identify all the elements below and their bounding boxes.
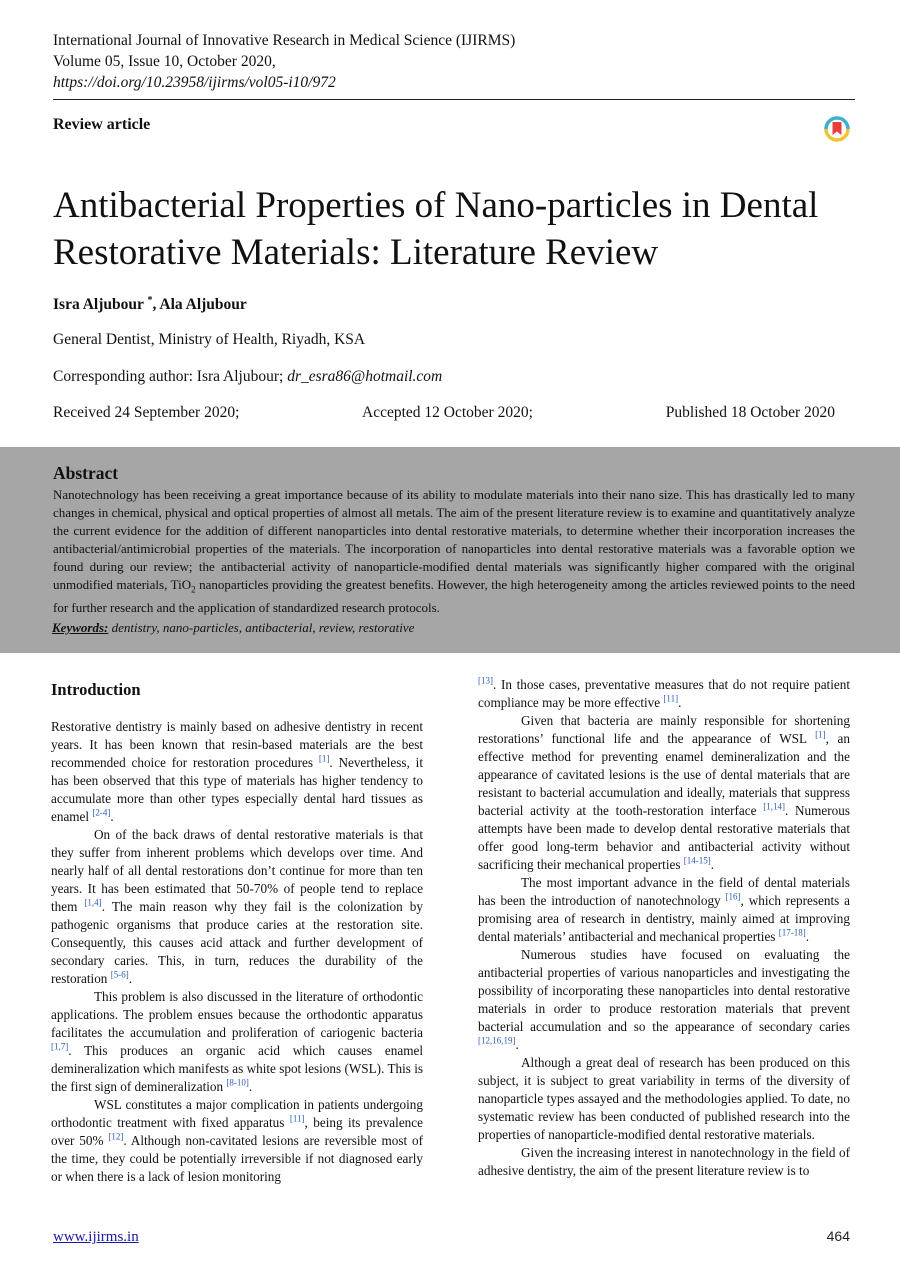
corresponding-label: Corresponding author: Isra Aljubour; <box>53 368 288 385</box>
paragraph-text: Restorative dentistry is mainly based on adhesive dentistry in recent years. It has been known that resin-based materials are the best recommended choice for restoration procedures <box>51 719 423 770</box>
body-paragraph <box>478 712 850 874</box>
citation-reference[interactable]: [13] <box>478 675 493 686</box>
paragraph-text: . This produces an organic acid which causes enamel demineralization which manifests as white spot lesions (WSL). This is the first sign of demineralization <box>51 1043 423 1094</box>
introduction-heading: Introduction <box>51 680 141 699</box>
body-column-left <box>51 680 423 1186</box>
paragraph-text: On of the back draws of dental restorative materials is that they suffer from inherent problems which develops over time. And nearly half of all dental restorations don’t continue for more than ten years. It has been estimated that 50-70% of people tend to replace them <box>51 827 423 914</box>
journal-volume-issue: Volume 05, Issue 10, October 2020, <box>53 53 276 70</box>
abstract-body <box>53 486 855 617</box>
paragraph-text: The most important advance in the field of dental materials has been the introduction of nanotechnology <box>478 875 850 908</box>
paragraph-text: . <box>128 971 132 986</box>
paragraph-text: Given that bacteria are mainly responsible for shortening restorations’ functional life and the appearance of WSL <box>478 713 850 746</box>
affiliation: General Dentist, Ministry of Health, Riyadh, KSA <box>53 331 366 348</box>
journal-website-link[interactable]: www.ijirms.in <box>53 1229 139 1245</box>
journal-header <box>53 30 855 93</box>
citation-reference[interactable]: [8-10] <box>226 1077 249 1088</box>
header-divider <box>53 99 855 100</box>
citation-reference[interactable]: [11] <box>289 1113 305 1124</box>
paragraph-text: , which represents a promising area of research in dentistry, mainly aimed at improving dental materials’ antibacterial and mechanical properties <box>478 893 850 944</box>
paragraph-text: . <box>248 1079 253 1094</box>
paragraph-text: Numerous studies have focused on evaluating the antibacterial properties of various nanoparticles and investigating the possibility of incorporating these nanoparticles into dental restorative materials in order to produce restoration materials that prevent bacterial accumulation and so the appearance of secondary caries <box>478 947 850 1034</box>
paragraph-text: . In those cases, preventative measures that do not require patient compliance may be more effective <box>478 677 850 710</box>
citation-reference[interactable]: [1] <box>318 753 330 764</box>
paragraph-text: . The main reason why they fail is the colonization by pathogenic organisms that produce caries at the restoration site. Consequently, this causes acid attack and further development of secondary caries. This, in turn, reduces the durability of the restoration <box>51 899 423 986</box>
paragraph-text: . Although non-cavitated lesions are reversible most of the time, they could be potentially irreversible if not diagnosed early or when there is a lack of lesion monitoring <box>51 1133 423 1184</box>
corresponding-marker: * <box>147 295 153 306</box>
paragraph-text: , being its prevalence over 50% <box>51 1115 423 1148</box>
citation-reference[interactable]: [1,14] <box>763 801 785 812</box>
author-name: Ala Aljubour <box>159 296 247 314</box>
body-paragraph <box>51 988 423 1096</box>
paragraph-text: Given the increasing interest in nanotechnology in the field of adhesive dentistry, the aim of the present literature review is to <box>478 1145 850 1178</box>
paragraph-text: . Nevertheless, it has been observed that this type of materials has higher tendency to accumulate more than other types especially dental hard tissues as enamel <box>51 755 423 824</box>
keywords-list: dentistry, nano-particles, antibacterial, review, restorative <box>108 620 415 635</box>
citation-reference[interactable]: [5-6] <box>110 969 129 980</box>
keywords-label: Keywords: <box>52 620 109 635</box>
author-separator: , <box>152 296 160 314</box>
body-column-right <box>478 676 850 1180</box>
abstract-text-part: nanoparticles providing the greatest benefits. However, the high heterogeneity among the articles reviewed points to the need for further research and the application of standardized research protocols. <box>53 577 855 615</box>
paragraph-text: Although a great deal of research has been produced on this subject, it is subject to great variability in terms of the diversity of nanoparticle types assayed and the methodologies applied. To date, no systematic review has been conducted of published research into the properties of nanoparticle-modified dental restorative materials. <box>478 1055 850 1142</box>
accepted-date: Accepted 12 October 2020; <box>362 404 533 421</box>
left-paragraphs <box>51 718 423 1186</box>
journal-name: International Journal of Innovative Research in Medical Science (IJIRMS) <box>53 32 516 49</box>
article-title: Antibacterial Properties of Nano-particles in Dental Restorative Materials: Literature Review <box>53 185 819 273</box>
keywords <box>52 620 414 636</box>
citation-reference[interactable]: [1] <box>815 729 826 740</box>
citation-reference[interactable]: [12,16,19] <box>478 1035 516 1046</box>
page-number: 464 <box>826 1228 850 1244</box>
abstract-heading: Abstract <box>53 463 119 483</box>
body-paragraph <box>51 718 423 826</box>
paragraph-text: . <box>805 929 810 944</box>
citation-reference[interactable]: [2-4] <box>92 807 111 818</box>
paragraph-text: . <box>710 857 715 872</box>
citation-reference[interactable]: [11] <box>663 693 679 704</box>
body-paragraph <box>51 1096 423 1186</box>
citation-reference[interactable]: [16] <box>725 891 741 902</box>
published-date: Published 18 October 2020 <box>665 404 835 421</box>
abstract-subscript: 2 <box>191 584 196 595</box>
paragraph-text: . <box>678 695 682 710</box>
author-name: Isra Aljubour <box>53 296 144 314</box>
received-date: Received 24 September 2020; <box>53 404 240 421</box>
citation-reference[interactable]: [17-18] <box>778 927 806 938</box>
corresponding-email[interactable]: dr_esra86@hotmail.com <box>287 368 443 385</box>
paragraph-text: This problem is also discussed in the literature of orthodontic applications. The problem ensues because the orthodontic apparatus facilitates the accumulation and proliferation of cariogenic bacteria <box>51 989 423 1040</box>
doi-link[interactable]: https://doi.org/10.23958/ijirms/vol05-i10/972 <box>53 74 336 91</box>
abstract-text-part: Nanotechnology has been receiving a great importance because of its ability to modulate materials into their nano size. This has drastically led to many changes in chemical, physical and optical properties of almost all metals. The aim of the present literature review is to examine and quantitatively analyze the current evidence for the addition of different nanoparticles into dental restorative materials, to determine whether their incorporation increases the antibacterial/antimicrobial properties of the materials. The incorporation of nanoparticles into dental restorative materials was a favorable option we found during our review; the antibacterial activity of nanoparticle-modified dental materials was significantly higher compared with the original unmodified materials, TiO <box>53 487 855 592</box>
citation-reference[interactable]: [12] <box>108 1131 124 1142</box>
citation-reference[interactable]: [1,4] <box>84 897 102 908</box>
body-paragraph <box>478 676 850 712</box>
corresponding-author <box>53 368 442 386</box>
body-paragraph <box>478 874 850 946</box>
paragraph-text: . <box>515 1037 519 1052</box>
right-paragraphs <box>478 676 850 1180</box>
paragraph-text: . Numerous attempts have been made to develop dental restorative materials that offer good long-term behavior and antibacterial activity without sacrificing their mechanical properties <box>478 803 850 872</box>
article-type: Review article <box>53 116 151 133</box>
citation-reference[interactable]: [1,7] <box>51 1041 69 1052</box>
paragraph-text: . <box>110 809 114 824</box>
crossmark-icon[interactable] <box>824 116 850 142</box>
paragraph-text: , an effective method for preventing enamel demineralization and the appearance of cavitated lesions is the use of dental materials that are resistant to bacterial accumulation and ideally, materials that suppress bacterial activity at the tooth-restoration interface <box>478 731 850 818</box>
body-paragraph <box>478 1054 850 1144</box>
paragraph-text: WSL constitutes a major complication in patients undergoing orthodontic treatment with fixed apparatus <box>51 1097 423 1130</box>
body-paragraph <box>478 946 850 1054</box>
citation-reference[interactable]: [14-15] <box>683 855 711 866</box>
body-paragraph <box>478 1144 850 1180</box>
author-list <box>53 295 247 314</box>
body-paragraph <box>51 826 423 988</box>
